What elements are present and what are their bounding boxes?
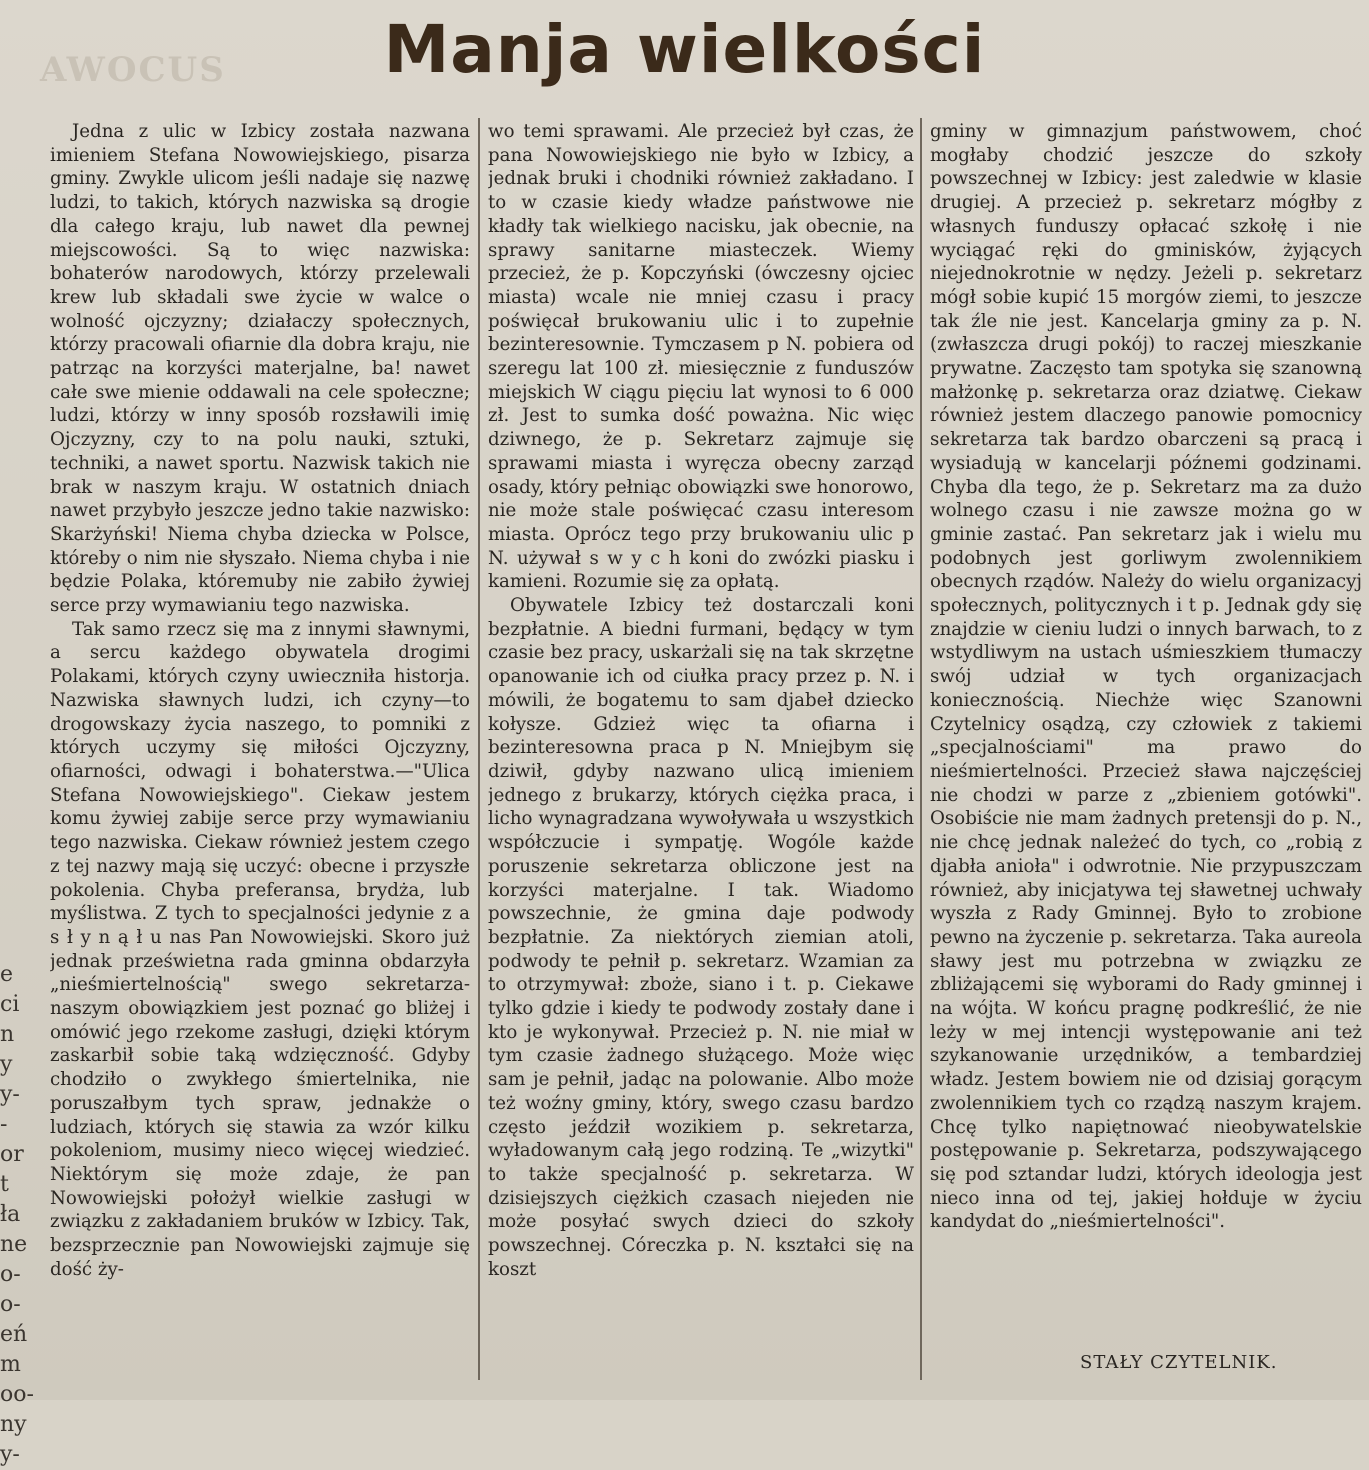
author-signature: STAŁY CZYTELNIK. (1080, 1352, 1278, 1373)
article-column-1 (50, 120, 470, 1390)
article-title: Manja wielkości (383, 11, 986, 88)
paragraph: Jedna z ulic w Izbicy została nazwana imieniem Stefana Nowowiejskiego, pisarza gminy. Zwykle ulicom jeśli nadaje się nazwę ludzi, to takich, których nazwiska są drogie dla całego kraju, lub nawet dla pewnej miejscowości. Są to więc nazwiska: bohaterów narodowych, którzy przelewali krew lub składali swe życie w walce o wolność ojczyzny; działaczy społecznych, którzy pracowali ofiarnie dla dobra kraju, nie patrząc na korzyści materjalne, ba! nawet całe swe mienie oddawali na cele społeczne; ludzi, którzy w inny sposób rozsławili imię Ojczyzny, czy to na polu nauki, sztuki, techniki, a nawet sportu. Nazwisk takich nie brak w naszym kraju. W ostatnich dniach nawet przybyło jeszcze jedno takie nazwisko: Skarżyński! Niema chyba dziecka w Polsce, któreby o nim nie słyszało. Niema chyba i nie będzie Polaka, któremuby nie zabiło żywiej serce przy wymawianiu tego nazwiska. (50, 121, 470, 617)
article-column-3 (930, 120, 1362, 1390)
paragraph: wo temi sprawami. Ale przecież był czas, że pana Nowowiejskiego nie było w Izbicy, a jednak bruki i chodniki również zakładano. I to w czasie kiedy władze państwowe nie kładły tak wielkiego nacisku, jak obecnie, na sprawy sanitarne miasteczek. Wiemy przecież, że p. Kopczyński (ówczesny ojciec miasta) wcale nie mniej czasu i pracy poświęcał brukowaniu ulic i to zupełnie bezinteresownie. Tymczasem p N. pobiera od szeregu lat 100 zł. miesięcznie z funduszów miejskich W ciągu pięciu lat wynosi to 6 000 zł. Jest to sumka dość poważna. Nic więc dziwnego, że p. Sekretarz zajmuje się sprawami miasta i wyręcza obecny zarząd osady, który pełniąc obowiązki swe honorowo, nie może stale poświęcać czasu interesom miasta. Oprócz tego przy brukowaniu ulic p N. używał s w y c h koni do zwózki piasku i kamieni. Rozumie się za opłatą. (488, 121, 914, 593)
adjacent-column-fragment: e ci n y y- - or t ła ne o- o- eń m oo- ny y- (0, 962, 34, 1467)
bleed-through-text: AWOCUS (40, 50, 226, 90)
paragraph: Tak samo rzecz się ma z innymi sławnymi, a sercu każdego obywatela drogimi Polakami, których czyny uwieczniła historja. Nazwiska sławnych ludzi, ich czyny—to drogowskazy życia naszego, to pomniki z których uczymy się miłości Ojczyzny, ofiarności, odwagi i bohaterstwa.—"Ulica Stefana Nowowiejskiego". Ciekaw jestem komu żywiej zabije serce przy wymawianiu tego nazwiska. Ciekaw również jestem czego z tej nazwy mają się uczyć: obecne i przyszłe pokolenia. Chyba preferansa, brydża, lub myślistwa. Z tych to specjalności jedynie z a s ł y n ą ł u nas Pan Nowowiejski. Skoro już jednak prześwietna rada gminna obdarzyła „nieśmiertelnością" swego sekretarza-naszym obowiązkiem jest poznać go bliżej i omówić jego rzekome zasługi, dzięki którym zaskarbił sobie taką wdzięczność. Gdyby chodziło o zwykłego śmiertelnika, nie poruszałbym tych spraw, jednakże o ludziach, których się stawia za wzór kilku pokoleniom, musimy nieco więcej wiedzieć. Niektórym się może zdaje, że pan Nowowiejski położył wielkie zasługi w związku z zakładaniem bruków w Izbicy. Tak, bezsprzecznie pan Nowowiejski zajmuje się dość ży- (50, 618, 470, 1280)
column-divider-1 (478, 118, 480, 1380)
paragraph: gminy w gimnazjum państwowem, choć mogłaby chodzić jeszcze do szkoły powszechnej w Izbicy: jest zaledwie w klasie drugiej. A przecież p. sekretarz mógłby z własnych funduszy opłacać szkołę i nie wyciągać ręki do gminisków, żyjących niejednokrotnie w nędzy. Jeżeli p. sekretarz mógł sobie kupić 15 morgów ziemi, to jeszcze tak źle nie jest. Kancelarja gminy za p. N. (zwłaszcza drugi pokój) to raczej mieszkanie prywatne. Zaczęsto tam spotyka się szanowną małżonkę p. sekretarza oraz dziatwę. Ciekaw również jestem dlaczego panowie pomocnicy sekretarza tak bardzo obarczeni są pracą i wysiadują w kancelarji późnemi godzinami. Chyba dla tego, że p. Sekretarz ma za dużo wolnego czasu i nie zawsze można go w gminie zastać. Pan sekretarz jak i wielu mu podobnych jest gorliwym zwolennikiem obecnych rządów. Należy do wielu organizacyj społecznych, politycznych i t p. Jednak gdy się znajdzie w cieniu ludzi o innych barwach, to z wstydliwym na ustach uśmieszkiem tłumaczy swój udział w tych organizacjach koniecznością. Niechże więc Szanowni Czytelnicy osądzą, czy człowiek z takiemi „specjalnościami" ma prawo do nieśmiertelności. Przecież sława najczęściej nie chodzi w parze z „zbieniem gotówki". Osobiście nie mam żadnych pretensji do p. N., nie chcę jednak należeć do tych, co „robią z djabła anioła" i odwrotnie. Nie przypuszczam również, aby inicjatywa tej sławetnej uchwały wyszła z Rady Gminnej. Było to zrobione pewno na życzenie p. sekretarza. Taka aureola sławy jest mu potrzebna w związku ze zbliżającemi się wyborami do Rady gminnej i na wójta. W końcu pragnę podkreślić, że nie leży w mej intencji występowanie ani też szykanowanie urzędników, a tembardziej władz. Jestem bowiem nie od dzisiaj gorącym zwolennikiem tych co rządzą naszym krajem. Chcę tylko napiętnować nieobywatelskie postępowanie p. Sekretarza, podszywającego się pod sztandar ludzi, których ideologja jest nieco inna od tej, jakiej hołduje w życiu kandydat do „nieśmiertelności". (930, 121, 1362, 1233)
column-divider-2 (920, 118, 922, 1380)
paragraph: Obywatele Izbicy też dostarczali koni bezpłatnie. A biedni furmani, będący w tym czasie bez pracy, uskarżali się na tak skrzętne opanowanie ich od ciułka pracy przez p. N. i mówili, że bogatemu to sam djabeł dziecko kołysze. Gdzież więc ta ofiarna i bezinteresowna praca p N. Mniejbym się dziwił, gdyby nazwano ulicą imieniem jednego z brukarzy, których ciężka praca, i licho wynagradzana wywoływała u wszystkich współczucie i sympatję. Wogóle każde poruszenie sekretarza obliczone jest na korzyści materjalne. I tak. Wiadomo powszechnie, że gmina daje podwody bezpłatnie. Za niektórych ziemian atoli, podwody te pełnił p. sekretarz. Wzamian za to otrzymywał: zboże, siano i t. p. Ciekawe tylko gdzie i kiedy te podwody zostały dane i kto je wykonywał. Przecież p. N. nie miał w tym czasie żadnego służącego. Może więc sam je pełnił, jadąc na polowanie. Albo może też woźny gminy, który, swego czasu bardzo często jeździł wozikiem p. sekretarza, wyładowanym całą jego rodziną. Te „wizytki" to także specjalność p. sekretarza. W dzisiejszych ciężkich czasach niejeden nie może posyłać swych dzieci do szkoły powszechnej. Córeczka p. N. kształci się na koszt (488, 595, 914, 1280)
article-column-2 (488, 120, 914, 1390)
